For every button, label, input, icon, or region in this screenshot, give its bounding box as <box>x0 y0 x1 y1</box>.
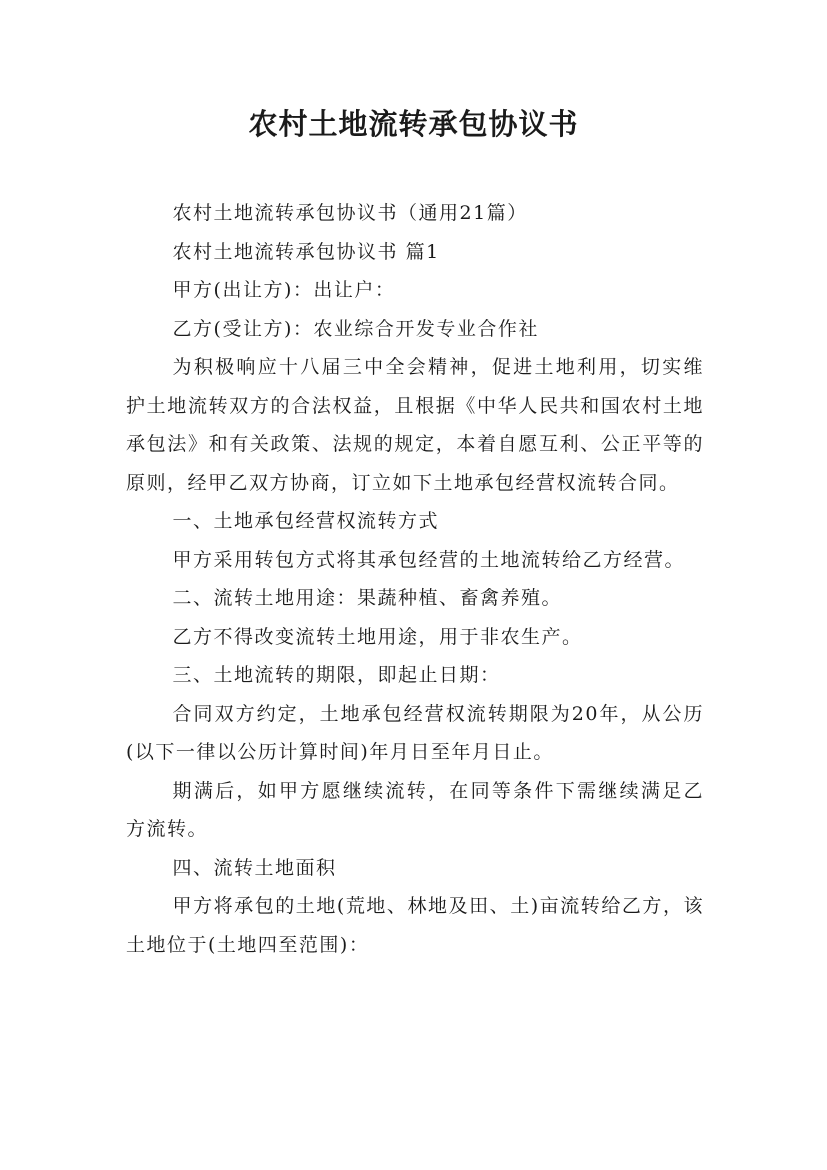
paragraph: 甲方(出让方)：出让户： <box>172 279 396 301</box>
paragraph: 农村土地流转承包协议书（通用21篇） <box>172 202 528 224</box>
paragraph: 乙方不得改变流转土地用途，用于非农生产。 <box>172 625 583 648</box>
document-body <box>126 194 704 964</box>
section-heading: 一、土地承包经营权流转方式 <box>172 510 440 532</box>
paragraph: 农村土地流转承包协议书 篇1 <box>172 240 440 263</box>
paragraph: 合同双方约定，土地承包经营权流转期限为20年，从公历(以下一律以公历计算时间)年月日至年月日止。 <box>126 702 704 763</box>
paragraph: 为积极响应十八届三中全会精神，促进土地利用，切实维护土地流转双方的合法权益，且根据《中华人民共和国农村土地承包法》和有关政策、法规的规定，本着自愿互利、公正平等的原则，经甲乙双方协商，订立如下土地承包经营权流转合同。 <box>126 356 704 494</box>
section-heading: 二、流转土地用途：果蔬种植、畜禽养殖。 <box>172 587 563 609</box>
section-heading: 四、流转土地面积 <box>172 856 337 879</box>
paragraph: 甲方将承包的土地(荒地、林地及田、土)亩流转给乙方，该土地位于(土地四至范围)： <box>126 895 704 956</box>
paragraph: 乙方(受让方)：农业综合开发专业合作社 <box>172 317 539 340</box>
document-title: 农村土地流转承包协议书 <box>248 107 579 141</box>
paragraph: 期满后，如甲方愿继续流转，在同等条件下需继续满足乙方流转。 <box>126 779 704 840</box>
paragraph: 甲方采用转包方式将其承包经营的土地流转给乙方经营。 <box>172 548 686 571</box>
section-heading: 三、土地流转的期限，即起止日期： <box>172 664 501 686</box>
